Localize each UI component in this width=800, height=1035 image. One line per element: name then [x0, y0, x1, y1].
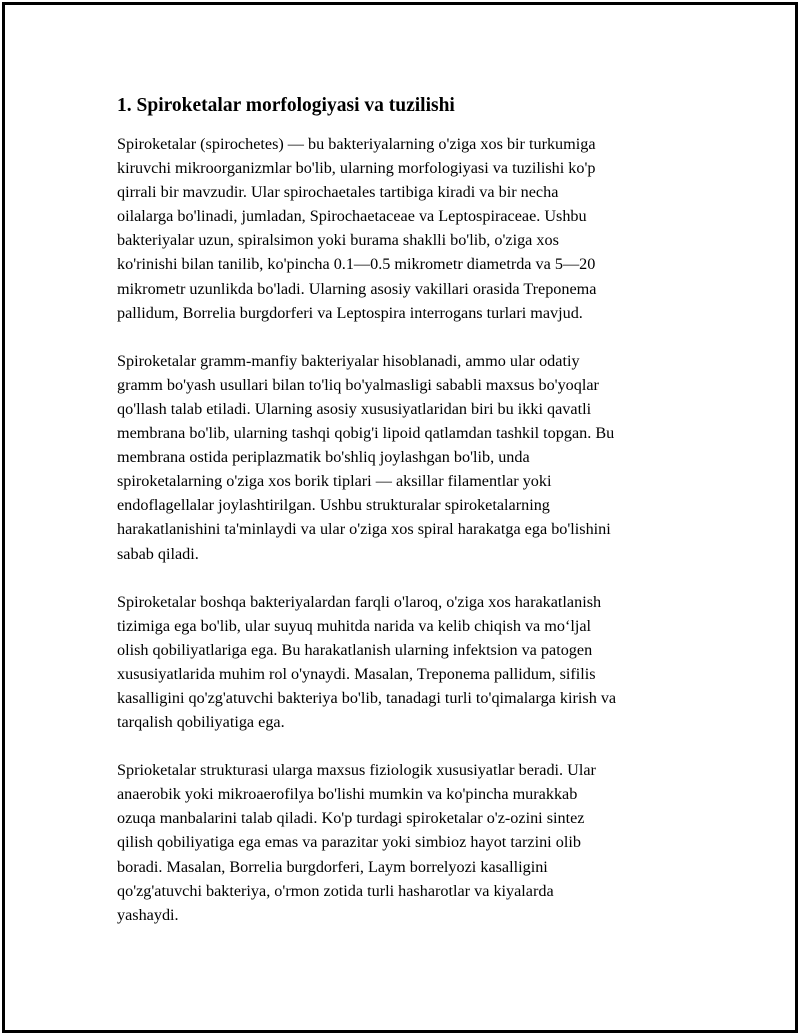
- text-line: qilish qobiliyatiga ega emas va parazitar yoki simbioz hayot tarzini olib: [117, 833, 581, 852]
- text-line: olish qobiliyatlariga ega. Bu harakatlanish ularning infektsion va patogen: [117, 640, 593, 659]
- text-line: ozuqa manbalarini talab qiladi. Ko'p turdagi spiroketalar o'z-ozini sintez: [117, 809, 585, 828]
- paragraph-1: [117, 132, 697, 325]
- text-line: ko'rinishi bilan tanilib, ko'pincha 0.1—0.5 mikrometr diametrda va 5—20: [117, 255, 596, 274]
- paragraph-2: [117, 349, 697, 566]
- text-line: kasalligini qo'zg'atuvchi bakteriya bo'lib, tanadagi turli to'qimalarga kirish va: [117, 688, 617, 707]
- text-line: anaerobik yoki mikroaerofilya bo'lishi mumkin va ko'pincha murakkab: [117, 785, 578, 804]
- text-line: qo'zg'atuvchi bakteriya, o'rmon zotida turli hasharotlar va kiyalarda: [117, 881, 554, 900]
- text-line: spiroketalarning o'ziga xos borik tiplari — aksillar filamentlar yoki: [117, 472, 552, 491]
- text-line: Spiroketalar gramm-manfiy bakteriyalar hisoblanadi, ammo ular odatiy: [117, 351, 580, 370]
- text-line: qirrali bir mavzudir. Ular spirochaetales tartibiga kiradi va bir necha: [117, 183, 559, 202]
- text-line: tarqalish qobiliyatiga ega.: [117, 713, 285, 732]
- text-line: oilalarga bo'linadi, jumladan, Spirochaetaceae va Leptospiraceae. Ushbu: [117, 207, 587, 226]
- text-line: harakatlanishini ta'minlaydi va ular o'ziga xos spiral harakatga ega bo'lishini: [117, 520, 611, 539]
- text-line: sabab qiladi.: [117, 544, 199, 563]
- text-line: tizimiga ega bo'lib, ular suyuq muhitda narida va kelib chiqish va mo‘ljal: [117, 616, 592, 635]
- paragraph-4: [117, 758, 697, 927]
- text-line: boradi. Masalan, Borrelia burgdorferi, Laym borrelyozi kasalligini: [117, 857, 548, 876]
- text-line: kiruvchi mikroorganizmlar bo'lib, ularning morfologiyasi va tuzilishi ko'p: [117, 159, 596, 178]
- text-line: pallidum, Borrelia burgdorferi va Leptospira interrogans turlari mavjud.: [117, 303, 583, 322]
- paragraph-3: [117, 590, 697, 735]
- text-line: Sprioketalar strukturasi ularga maxsus fiziologik xususiyatlar beradi. Ular: [117, 761, 596, 780]
- text-line: gramm bo'yash usullari bilan to'liq bo'yalmasligi sababli maxsus bo'yoqlar: [117, 375, 599, 394]
- document-body: [117, 93, 697, 951]
- text-line: xususiyatlarida muhim rol o'ynaydi. Masalan, Treponema pallidum, sifilis: [117, 664, 596, 683]
- text-line: mikrometr uzunlikda bo'ladi. Ularning asosiy vakillari orasida Treponema: [117, 279, 597, 298]
- section-heading: 1. Spiroketalar morfologiyasi va tuzilishi: [117, 95, 455, 116]
- text-line: bakteriyalar uzun, spiralsimon yoki burama shaklli bo'lib, o'ziga xos: [117, 231, 559, 250]
- text-line: membrana bo'lib, ularning tashqi qobig'i lipoid qatlamdan tashkil topgan. Bu: [117, 424, 615, 443]
- text-line: membrana ostida periplazmatik bo'shliq joylashgan bo'lib, unda: [117, 448, 530, 467]
- text-line: Spiroketalar (spirochetes) — bu bakteriyalarning o'ziga xos bir turkumiga: [117, 135, 596, 153]
- text-line: endoflagellalar joylashtirilgan. Ushbu strukturalar spiroketalarning: [117, 496, 550, 515]
- text-line: yashaydi.: [117, 905, 179, 924]
- text-line: Spiroketalar boshqa bakteriyalardan farqli o'laroq, o'ziga xos harakatlanish: [117, 592, 602, 611]
- text-line: qo'llash talab etiladi. Ularning asosiy xususiyatlaridan biri bu ikki qavatli: [117, 399, 592, 418]
